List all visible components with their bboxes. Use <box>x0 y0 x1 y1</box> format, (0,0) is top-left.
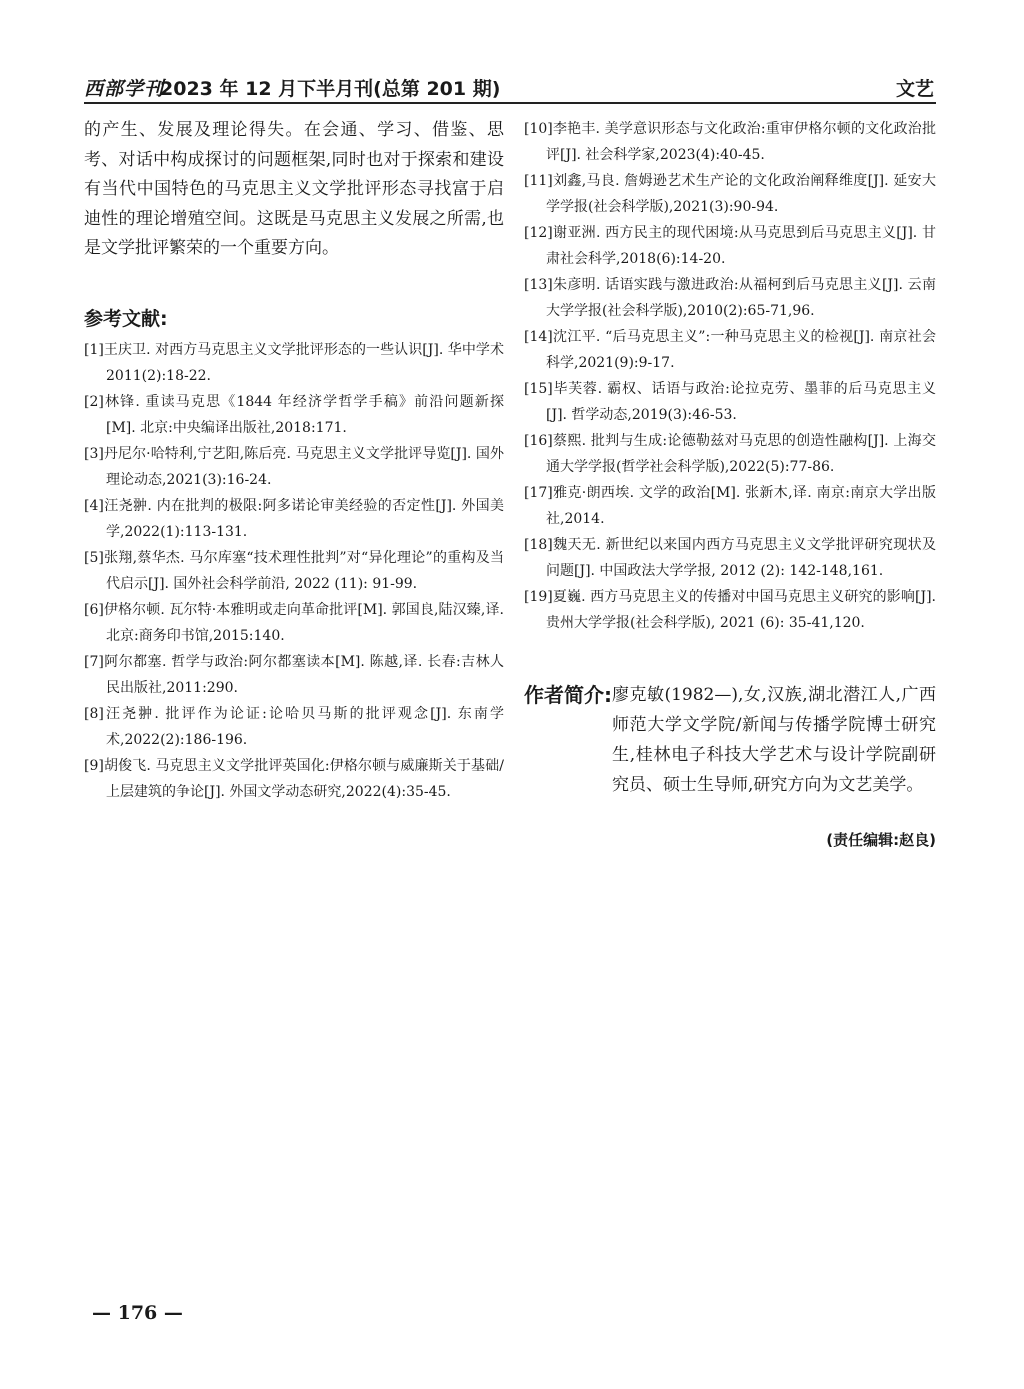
reference-number: [10] <box>524 121 553 137</box>
reference-text: 雅克·朗西埃. 文学的政治[M]. 张新木,译. 南京:南京大学出版社,2014. <box>546 485 936 527</box>
reference-item <box>524 272 936 324</box>
issue-info: 2023 年 12 月下半月刊(总第 201 期) <box>160 78 501 100</box>
reference-number: [4] <box>84 497 104 514</box>
reference-number: [11] <box>524 173 553 189</box>
reference-item <box>84 337 504 389</box>
reference-item <box>524 532 936 584</box>
reference-text: 阿尔都塞. 哲学与政治:阿尔都塞读本[M]. 陈越,译. 长春:吉林人民出版社,2011:290. <box>103 653 504 696</box>
reference-text: 汪尧翀. 批评作为论证:论哈贝马斯的批评观念[J]. 东南学术,2022(2):186-196. <box>103 705 504 748</box>
author-bio-label: 作者简介: <box>524 683 612 707</box>
references-list-right <box>524 116 936 636</box>
author-bio <box>524 680 936 800</box>
reference-item <box>84 389 504 441</box>
reference-text: 丹尼尔·哈特利,宁艺阳,陈后亮. 马克思主义文学批评导览[J]. 国外理论动态,2021(3):16-24. <box>103 445 504 488</box>
reference-text: 张翔,蔡华杰. 马尔库塞“技术理性批判”对“异化理论”的重构及当代启示[J]. 国外社会科学前沿, 2022 (11): 91-99. <box>103 549 504 592</box>
reference-item <box>84 441 504 493</box>
reference-text: 李艳丰. 美学意识形态与文化政治:重审伊格尔顿的文化政治批评[J]. 社会科学家,2023(4):40-45. <box>546 121 936 163</box>
reference-text: 伊格尔顿. 瓦尔特·本雅明或走向革命批评[M]. 郭国良,陆汉臻,译. 北京:商务印书馆,2015:140. <box>103 601 504 644</box>
reference-text: 朱彦明. 话语实践与激进政治:从福柯到后马克思主义[J]. 云南大学学报(社会科学版),2010(2):65-71,96. <box>546 277 936 319</box>
reference-item <box>524 220 936 272</box>
reference-text: 王庆卫. 对西方马克思主义文学批评形态的一些认识[J]. 华中学术 2011(2):18-22. <box>103 341 504 384</box>
reference-number: [2] <box>84 393 104 410</box>
reference-item <box>84 753 504 805</box>
reference-text: 夏巍. 西方马克思主义的传播对中国马克思主义研究的影响[J]. 贵州大学学报(社会科学版), 2021 (6): 35-41,120. <box>546 589 936 631</box>
reference-text: 汪尧翀. 内在批判的极限:阿多诺论审美经验的否定性[J]. 外国美学,2022(1):113-131. <box>103 497 504 540</box>
journal-logo: 西部学刊 <box>84 78 165 100</box>
reference-item <box>524 116 936 168</box>
reference-number: [18] <box>524 537 553 553</box>
reference-number: [16] <box>524 433 553 449</box>
reference-item <box>84 597 504 649</box>
reference-number: [12] <box>524 225 553 241</box>
reference-item <box>524 480 936 532</box>
reference-text: 谢亚洲. 西方民主的现代困境:从马克思到后马克思主义[J]. 甘肃社会科学,2018(6):14-20. <box>546 225 936 267</box>
editor-note: (责任编辑:赵良) <box>826 831 936 849</box>
reference-number: [1] <box>84 341 104 358</box>
reference-number: [5] <box>84 549 104 566</box>
reference-item <box>84 545 504 597</box>
left-column <box>84 116 504 805</box>
reference-item <box>84 493 504 545</box>
reference-number: [19] <box>524 589 553 605</box>
page-number: — 176 — <box>92 1302 183 1324</box>
section-name: 文艺 <box>895 78 934 100</box>
reference-number: [9] <box>84 757 104 774</box>
reference-number: [8] <box>84 705 104 722</box>
reference-text: 林锋. 重读马克思《1844 年经济学哲学手稿》前沿问题新探[M]. 北京:中央编译出版社,2018:171. <box>103 393 504 436</box>
running-header <box>84 68 936 104</box>
reference-number: [14] <box>524 329 553 345</box>
reference-text: 魏天无. 新世纪以来国内西方马克思主义文学批评研究现状及问题[J]. 中国政法大学学报, 2012 (2): 142-148,161. <box>546 537 936 579</box>
reference-text: 毕芙蓉. 霸权、话语与政治:论拉克劳、墨菲的后马克思主义[J]. 哲学动态,2019(3):46-53. <box>546 381 936 423</box>
reference-number: [3] <box>84 445 104 462</box>
reference-item <box>524 584 936 636</box>
references-list-left <box>84 337 504 805</box>
reference-text: 刘鑫,马良. 詹姆逊艺术生产论的文化政治阐释维度[J]. 延安大学学报(社会科学版),2021(3):90-94. <box>546 173 936 215</box>
reference-text: 沈江平. “后马克思主义”:一种马克思主义的检视[J]. 南京社会科学,2021(9):9-17. <box>546 329 936 371</box>
reference-item <box>524 324 936 376</box>
reference-number: [13] <box>524 277 553 293</box>
reference-number: [7] <box>84 653 104 670</box>
reference-item <box>524 428 936 480</box>
reference-text: 蔡熙. 批判与生成:论德勒兹对马克思的创造性融构[J]. 上海交通大学学报(哲学社会科学版),2022(5):77-86. <box>546 433 936 475</box>
reference-text: 胡俊飞. 马克思主义文学批评英国化:伊格尔顿与威廉斯关于基础/上层建筑的争论[J]. 外国文学动态研究,2022(4):35-45. <box>103 757 504 800</box>
reference-item <box>84 701 504 753</box>
reference-item <box>84 649 504 701</box>
reference-number: [6] <box>84 601 104 618</box>
reference-item <box>524 168 936 220</box>
right-column <box>524 116 936 636</box>
reference-number: [17] <box>524 485 553 501</box>
reference-number: [15] <box>524 381 553 397</box>
references-heading: 参考文献: <box>84 307 168 330</box>
body-paragraph: 的产生、发展及理论得失。在会通、学习、借鉴、思考、对话中构成探讨的问题框架,同时也对于探索和建设有当代中国特色的马克思主义文学批评形态寻找富于启迪性的理论增殖空间。这既是马克思主义发展之所需,也是文学批评繁荣的一个重要方向。 <box>84 120 504 258</box>
author-bio-text: 廖克敏(1982—),女,汉族,湖北潜江人,广西师范大学文学院/新闻与传播学院博士研究生,桂林电子科技大学艺术与设计学院副研究员、硕士生导师,研究方向为文艺美学。 <box>612 685 936 795</box>
reference-item <box>524 376 936 428</box>
